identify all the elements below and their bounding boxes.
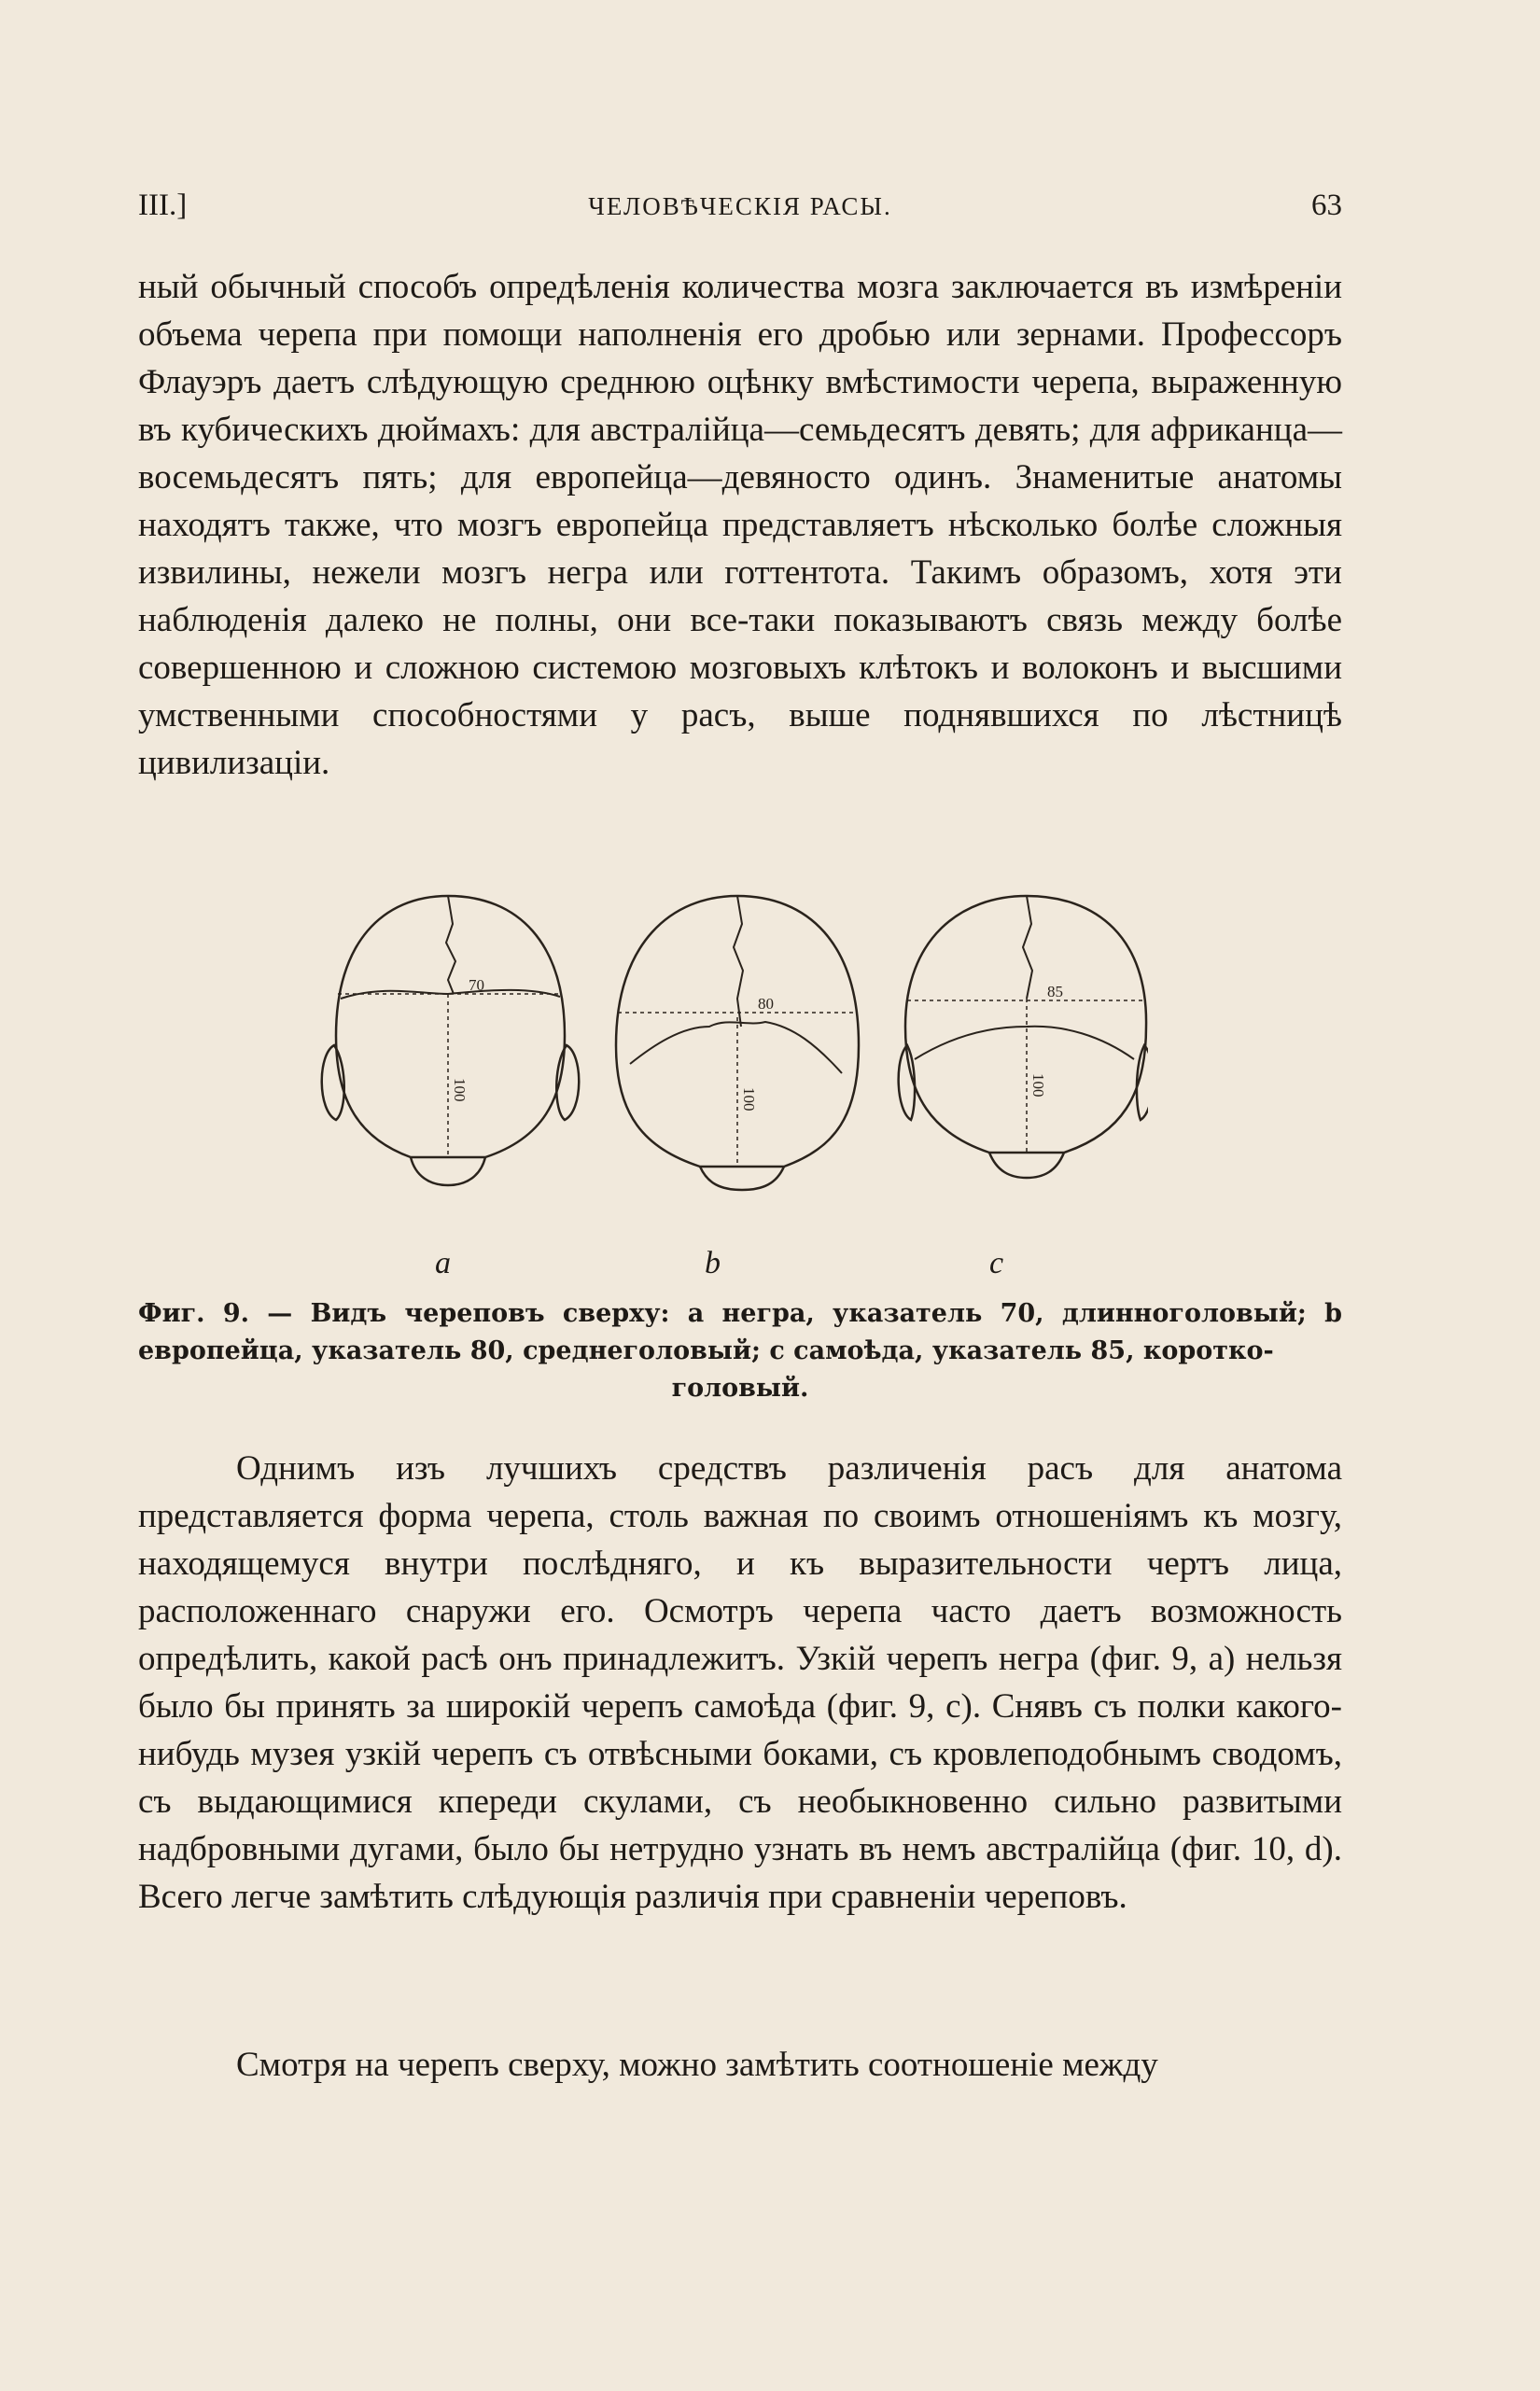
figure-caption	[138, 1295, 1342, 1407]
paragraph	[138, 1445, 1342, 1921]
paragraph-continued	[138, 263, 1342, 787]
figure-label-a: a	[435, 1246, 451, 1280]
paragraph	[138, 2041, 1342, 2089]
figure-label-b: b	[705, 1246, 721, 1280]
paragraph-text: Однимъ изъ лучшихъ средствъ различенія расъ для анатома представляется форма черепа, столь важная по своимъ отношеніямъ къ мозгу, находящемуся внутри послѣдняго, и къ выразительности чертъ лица, расположеннаго снаружи его. Осмотръ черепа часто даетъ возможность опредѣлить, какой расѣ онъ принадлежитъ. Узкій черепъ негра (фиг. 9, a) нельзя было бы принять за широкій черепъ самоѣда (фиг. 9, c). Снявъ съ полки какого-нибудь музея узкій черепъ съ отвѣсными боками, съ кровлеподобнымъ сводомъ, съ выдающимися кпереди скулами, съ необыкновенно сильно развитыми надбровными дугами, было бы нетрудно узнать въ немъ австралійца (фиг. 10, d). Всего легче замѣтить слѣдующія различія при сравненіи череповъ.	[138, 1449, 1342, 1916]
caption-text-end: головый.	[671, 1374, 809, 1403]
skull-a-drawing	[322, 896, 580, 1185]
skull-b-length-index: 100	[740, 1087, 758, 1112]
caption-text: Фиг. 9. — Видъ череповъ сверху: a негра, указатель 70, длинноголовый; b европейца, указатель 80, среднеголовый; c самоѣда, указатель 85, коротко-	[138, 1299, 1342, 1365]
skull-a-length-index: 100	[451, 1078, 469, 1102]
paragraph-text: Смотря на черепъ сверху, можно замѣтить соотношеніе между	[236, 2046, 1158, 2084]
skull-b-width-index: 80	[758, 995, 774, 1013]
skull-a-width-index: 70	[469, 976, 484, 994]
skull-b-drawing	[616, 896, 859, 1190]
skull-c-length-index: 100	[1029, 1073, 1047, 1098]
section-marker: III.]	[138, 189, 188, 222]
skull-figure	[308, 887, 1148, 1260]
paragraph-text: ный обычный способъ опредѣленія количества мозга заключается въ измѣреніи объема черепа при помощи наполненія его дробью или зернами. Профессоръ Флауэръ даетъ слѣдующую среднюю оцѣнку вмѣстимости черепа, выраженную въ кубическихъ дюймахъ: для австралійца—семьдесятъ девять; для африканца—восемьдесятъ пять; для европейца—девяносто одинъ. Знаменитые анатомы находятъ также, что мозгъ европейца представляетъ нѣсколько болѣе сложныя извилины, нежели мозгъ негра или готтентота. Такимъ образомъ, хотя эти наблюденія далеко не полны, они все-таки показываютъ связь между болѣе совершенною и сложною системою мозговыхъ клѣтокъ и волоконъ и высшими умственными способностями у расъ, выше поднявшихся по лѣстницѣ цивилизаціи.	[138, 268, 1342, 782]
running-title: ЧЕЛОВѢЧЕСКІЯ РАСЫ.	[588, 192, 892, 220]
running-header	[138, 189, 1342, 226]
page-number: 63	[1311, 189, 1342, 222]
skull-c-drawing	[899, 896, 1148, 1178]
skull-c-width-index: 85	[1047, 983, 1063, 1000]
figure-label-c: c	[989, 1246, 1004, 1280]
